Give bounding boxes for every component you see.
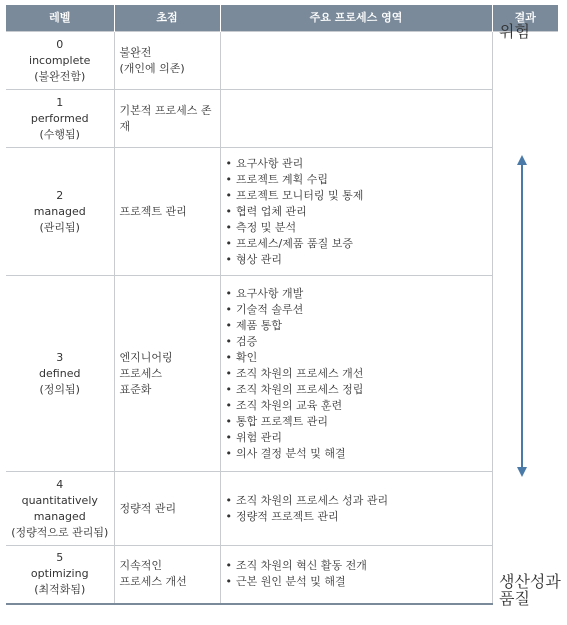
- process-cell: [220, 276, 492, 472]
- process-item: • 조직 차원의 프로세스 성과 관리: [226, 493, 487, 509]
- process-item: • 형상 관리: [226, 252, 487, 268]
- level-cell: 5 optimizing (최적화됨): [6, 546, 114, 604]
- process-item: • 요구사항 개발: [226, 286, 487, 302]
- process-cell: [220, 90, 492, 148]
- table-row: [6, 90, 558, 148]
- process-item: • 검증: [226, 334, 487, 350]
- focus-cell: 엔지니어링 프로세스 표준화: [114, 276, 220, 472]
- level-cell: 0 incomplete (불완전함): [6, 32, 114, 90]
- table-header-row: [6, 5, 558, 32]
- process-item: • 조직 차원의 혁신 활동 전개: [226, 558, 487, 574]
- header-focus: 초점: [114, 5, 220, 32]
- table-row: [6, 472, 558, 546]
- process-item: • 조직 차원의 프로세스 개선: [226, 366, 487, 382]
- process-item: • 측정 및 분석: [226, 220, 487, 236]
- header-result: 결과: [492, 5, 558, 32]
- header-level: 레벨: [6, 5, 114, 32]
- process-item: • 제품 통합: [226, 318, 487, 334]
- process-cell: [220, 32, 492, 90]
- process-item: • 근본 원인 분석 및 해결: [226, 574, 487, 590]
- process-item: • 프로젝트 계획 수립: [226, 172, 487, 188]
- arrow-head-down: [517, 467, 527, 477]
- table-row: [6, 148, 558, 276]
- table-row: [6, 546, 558, 604]
- process-item: • 확인: [226, 350, 487, 366]
- cmmi-table-container: [6, 5, 566, 617]
- table-row: [6, 32, 558, 90]
- result-risk-label: 위험: [499, 22, 530, 41]
- focus-cell: 정량적 관리: [114, 472, 220, 546]
- level-cell: 1 performed (수행됨): [6, 90, 114, 148]
- process-item: • 요구사항 관리: [226, 156, 487, 172]
- level-cell: 2 managed (관리됨): [6, 148, 114, 276]
- double-arrow-icon: [516, 155, 528, 477]
- process-item: • 조직 차원의 교육 훈련: [226, 398, 487, 414]
- process-item: • 프로젝트 모니터링 및 통제: [226, 188, 487, 204]
- process-item: • 프로세스/제품 품질 보증: [226, 236, 487, 252]
- arrow-head-up: [517, 155, 527, 165]
- level-cell: 3 defined (정의됨): [6, 276, 114, 472]
- focus-cell: 불완전 (개인에 의존): [114, 32, 220, 90]
- process-item: • 통합 프로젝트 관리: [226, 414, 487, 430]
- process-item: • 조직 차원의 프로세스 정립: [226, 382, 487, 398]
- process-list: [226, 558, 487, 590]
- focus-cell: 프로젝트 관리: [114, 148, 220, 276]
- process-item: • 기술적 솔루션: [226, 302, 487, 318]
- cmmi-maturity-table: [6, 5, 558, 605]
- focus-cell: 기본적 프로세스 존 재: [114, 90, 220, 148]
- result-quality-label: 생산성과 품질: [499, 572, 561, 608]
- process-list: [226, 286, 487, 462]
- process-item: • 정량적 프로젝트 관리: [226, 509, 487, 525]
- process-item: • 의사 결정 분석 및 해결: [226, 446, 487, 462]
- level-cell: 4 quantitatively managed (정량적으로 관리됨): [6, 472, 114, 546]
- header-processes: 주요 프로세스 영역: [220, 5, 492, 32]
- focus-cell: 지속적인 프로세스 개선: [114, 546, 220, 604]
- process-cell: [220, 148, 492, 276]
- process-list: [226, 493, 487, 525]
- process-item: • 협력 업체 관리: [226, 204, 487, 220]
- table-row: [6, 276, 558, 472]
- process-list: [226, 156, 487, 268]
- process-item: • 위험 관리: [226, 430, 487, 446]
- process-cell: [220, 472, 492, 546]
- process-cell: [220, 546, 492, 604]
